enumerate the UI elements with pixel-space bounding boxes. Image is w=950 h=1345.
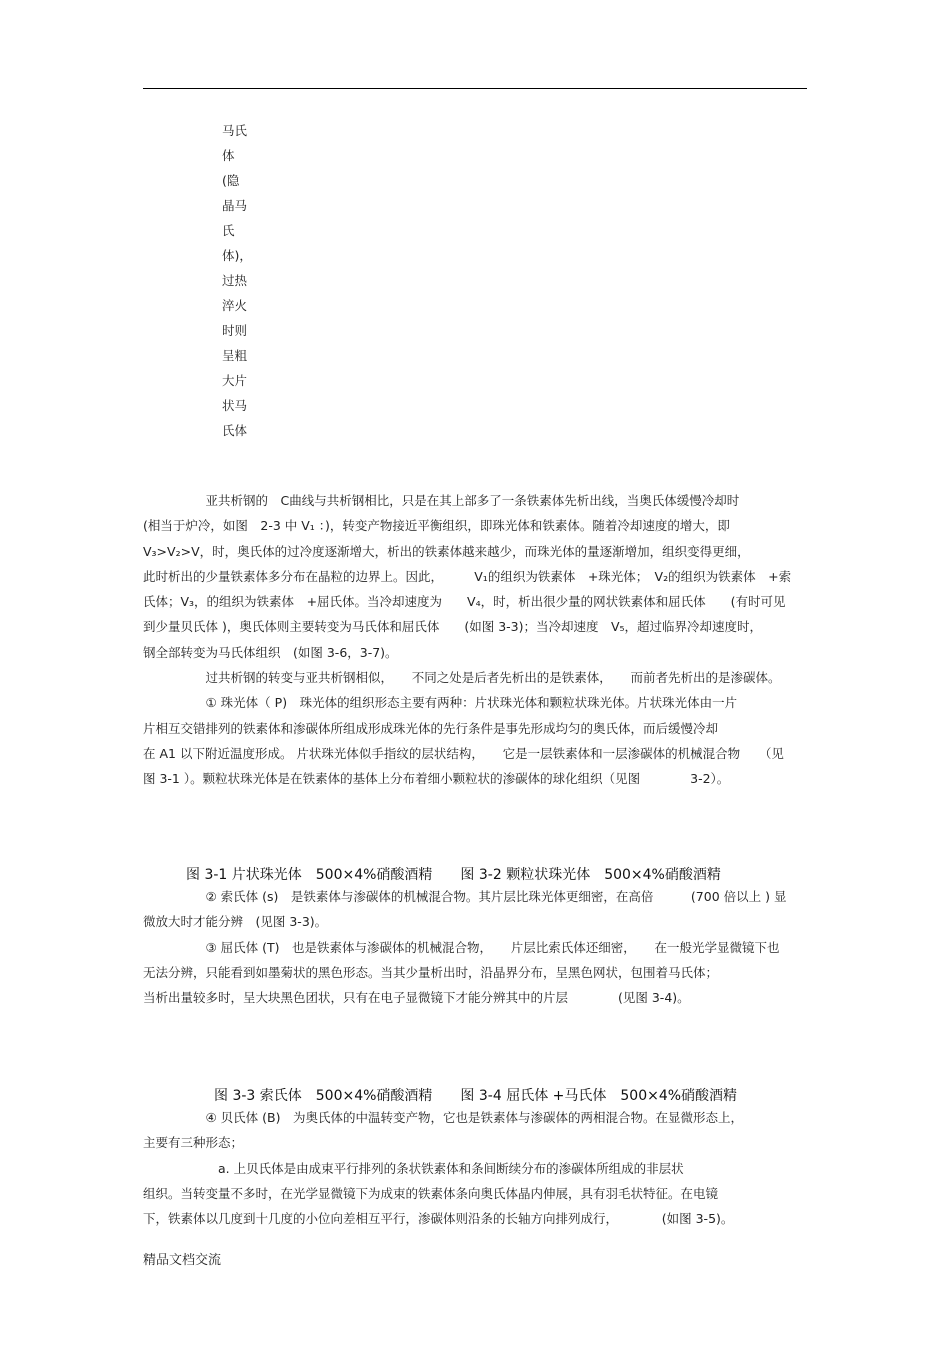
- text-line: 下，铁素体以几度到十几度的小位向差相互平行，渗碳体则沿条的长轴方向排列成行， (如图 3-5)。: [143, 1211, 734, 1227]
- text-line: ④ 贝氏体 (B) 为奥氏体的中温转变产物，它也是铁素体与渗碳体的两相混合物。在显微形态上，: [143, 1110, 743, 1125]
- text-line: ③ 屈氏体 (T) 也是铁素体与渗碳体的机械混合物， 片层比索氏体还细密， 在一般光学显微镜下也: [143, 939, 780, 955]
- paragraph-hypoeutectoid: [143, 488, 808, 792]
- vertical-line: 状马: [222, 398, 248, 413]
- text-line: 图 3-1 ）。颗粒状珠光体是在铁素体的基体上分布着细小颗粒状的渗碳体的球化组织（见图 3-2）。: [143, 771, 730, 787]
- figure-caption-3-1-3-2: 图 3-1 片状珠光体 500×4%硝酸酒精 图 3-2 颗粒状珠光体 500×4%硝酸酒精: [186, 867, 721, 883]
- vertical-line: 呈粗: [222, 348, 248, 363]
- vertical-line: 体)，: [222, 248, 252, 263]
- text-line: a. 上贝氏体是由成束平行排列的条状铁素体和条间断续分布的渗碳体所组成的非层状: [143, 1160, 684, 1176]
- vertical-line: 晶马: [222, 198, 248, 213]
- text-line: 在 A1 以下附近温度形成。 片状珠光体似手指纹的层状结构， 它是一层铁素体和一层渗碳体的机械混合物 （见: [143, 745, 784, 761]
- vertical-line: 过热: [222, 273, 248, 288]
- vertical-line: 氏: [222, 223, 235, 238]
- text-line: 片相互交错排列的铁素体和渗碳体所组成形成珠光体的先行条件是事先形成均匀的奥氏体，而后缓慢冷却: [143, 720, 719, 736]
- text-line: V₃>V₂>V，时，奥氏体的过冷度逐渐增大，析出的铁素体越来越少，而珠光体的量逐渐增加，组织变得更细，: [143, 543, 750, 559]
- text-line: (相当于炉冷，如图 2-3 中 V₁ ：)，转变产物接近平衡组织，即珠光体和铁素体。随着冷却速度的增大，即: [143, 518, 730, 534]
- text-line: ① 珠光体（ P) 珠光体的组织形态主要有两种：片状珠光体和颗粒状珠光体。片状珠光体由一片: [143, 695, 738, 711]
- vertical-line: 大片: [222, 373, 248, 388]
- vertical-line: 时则: [222, 323, 248, 338]
- vertical-line: 体: [222, 148, 235, 163]
- page-footer: 精品文档交流: [143, 1253, 222, 1268]
- vertical-line: 淬火: [222, 298, 248, 313]
- text-line: 钢全部转变为马氏体组织 (如图 3-6，3-7)。: [143, 644, 398, 660]
- text-line: 到少量贝氏体 )，奥氏体则主要转变为马氏体和屈氏体 (如图 3-3)；当冷却速度 V₅，超过临界冷却速度时，: [143, 619, 763, 635]
- text-line: 当析出量较多时，呈大块黑色团状，只有在电子显微镜下才能分辨其中的片层 (见图 3-4)。: [143, 990, 690, 1006]
- text-line: 无法分辨，只能看到如墨菊状的黑色形态。当其少量析出时，沿晶界分布，呈黑色网状，包围着马氏体；: [143, 964, 719, 980]
- text-line: 组织。当转变量不多时，在光学显微镜下为成束的铁素体条向奥氏体晶内伸展，具有羽毛状特征。在电镜: [143, 1185, 719, 1201]
- vertical-line: 氏体: [222, 423, 248, 438]
- figure-caption-3-3-3-4: 图 3-3 索氏体 500×4%硝酸酒精 图 3-4 屈氏体 +马氏体 500×4%硝酸酒精: [214, 1088, 738, 1104]
- text-line: 主要有三种形态；: [143, 1135, 244, 1151]
- text-line: 亚共析钢的 C曲线与共析钢相比，只是在其上部多了一条铁素体先析出线，当奥氏体缓慢冷却时: [143, 493, 740, 508]
- text-line: 氏体；V₃，的组织为铁素体 +屈氏体。当冷却速度为 V₄，时，析出很少量的网状铁素体和屈氏体 (有时可见: [143, 594, 786, 610]
- text-line: 微放大时才能分辨 (见图 3-3)。: [143, 914, 328, 930]
- text-line: 过共析钢的转变与亚共析钢相似， 不同之处是后者先析出的是铁素体， 而前者先析出的是渗碳体。: [143, 670, 781, 686]
- vertical-text-fragment: [222, 118, 252, 443]
- vertical-line: (隐: [222, 173, 240, 188]
- header-rule: [143, 88, 807, 89]
- vertical-line: 马氏: [222, 123, 248, 138]
- paragraph-bainite: [143, 1105, 808, 1231]
- text-line: 此时析出的少量铁素体多分布在晶粒的边界上。因此， V₁的组织为铁素体 +珠光体； V₂的组织为铁素体 +索: [143, 568, 792, 584]
- paragraph-sorbite-troostite: [143, 884, 808, 1010]
- text-line: ② 索氏体 (s) 是铁素体与渗碳体的机械混合物。其片层比珠光体更细密，在高倍 (700 倍以上 ) 显: [143, 889, 787, 904]
